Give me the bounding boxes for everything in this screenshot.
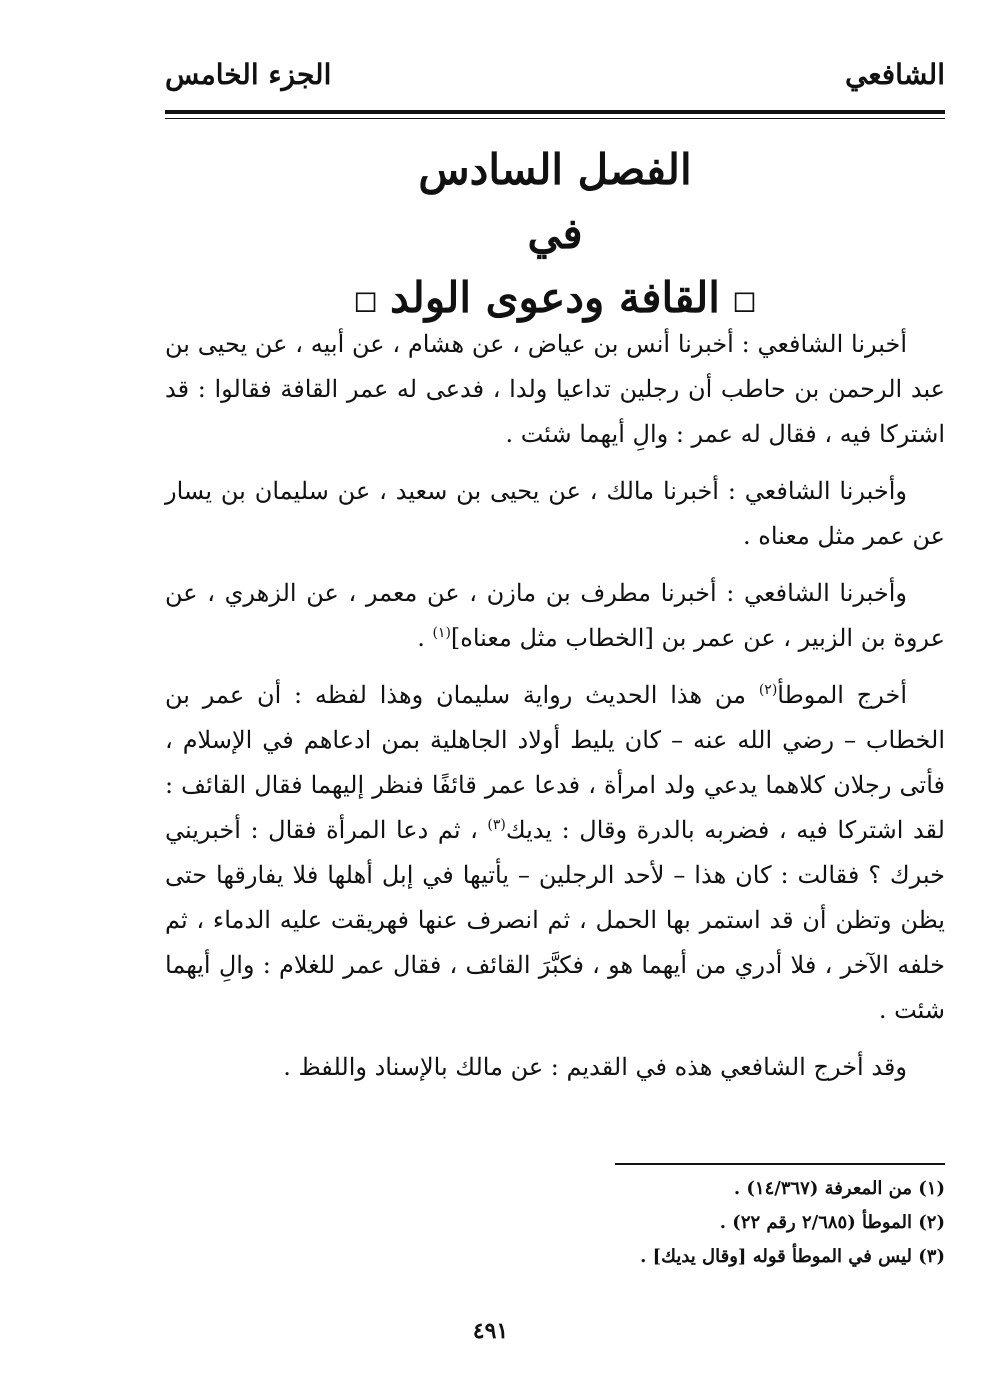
paragraph-text: وأخبرنا الشافعي : أخبرنا مطرف بن مازن ، عن معمر ، عن الزهري ، عن عروة بن الزبير ، عن عمر بن [الخطاب مثل معناه] [165, 579, 945, 652]
footnote: (١) من المعرفة (١٤/٣٦٧) . [733, 1178, 945, 1199]
paragraph [165, 571, 945, 661]
book-title: الشافعي [844, 58, 945, 91]
paragraph-text: من هذا الحديث رواية سليمان وهذا لفظه : أن عمر بن الخطاب – رضي الله عنه – كان يليط أولاد الجاهلية بمن ادعاهم في الإسلام ، فأتى رجلان كلاهما يدعي ولد امرأة ، فدعا عمر قائفًا فنظر إليهما فقال القائف : لقد اشتركا فيه ، فضربه بالدرة وقال : يديك [165, 681, 945, 844]
square-bracket-icon: ◻ [353, 283, 378, 318]
footnotes [165, 1172, 945, 1274]
square-bracket-icon: ◻ [731, 283, 757, 318]
body-text [165, 322, 945, 1102]
paragraph: وقد أخرج الشافعي هذه في القديم : عن مالك بالإسناد واللفظ . [283, 1053, 907, 1081]
chapter-heading: الفصل السادس [418, 145, 692, 194]
header-rule-thin [165, 118, 945, 119]
footnote: (٢) الموطأ (٢/٦٨٥ رقم ٢٢) . [719, 1212, 945, 1233]
paragraph-text: ، ثم دعا المرأة فقال : أخبريني خبرك ؟ فقالت : كان هذا – لأحد الرجلين – يأتيها في إبل أهلها فلا يفارقها حتى يظن وتظن أن قد استمر بها الحمل ، ثم انصرف عنها فهريقت عليه الدماء ، ثم خلفه الآخر ، فلا أدري من أيهما هو ، فكبَّرَ القائف ، فقال عمر للغلام : والِ أيهما شئت . [165, 816, 945, 1024]
header-rule-thick [165, 110, 945, 114]
footnote-ref: (٣) [487, 817, 506, 833]
paragraph: وأخبرنا الشافعي : أخبرنا مالك ، عن يحيى بن سعيد ، عن سليمان بن يسار عن عمر مثل معناه . [165, 477, 945, 550]
paragraph [165, 673, 945, 1033]
paragraph-text: أخرج الموطأ [777, 681, 907, 709]
volume-title: الجزء الخامس [165, 58, 332, 91]
footnote-ref: (٢) [758, 682, 778, 698]
footnote-ref: (١) [432, 625, 451, 641]
page-number: ٤٩١ [472, 1318, 509, 1344]
chapter-preposition: في [527, 209, 583, 258]
chapter-title [165, 138, 945, 333]
footnote-rule [615, 1163, 945, 1165]
paragraph-text: . [417, 624, 433, 652]
paragraph: أخبرنا الشافعي : أخبرنا أنس بن عياض ، عن هشام ، عن أبيه ، عن يحيى بن عبد الرحمن بن حاطب أن رجلين تداعيا ولدا ، فدعى له عمر القافة فقالوا : قد اشتركا فيه ، فقال له عمر : والِ أيهما شئت . [165, 330, 945, 448]
chapter-subject-text: القافة ودعوى الولد [390, 273, 720, 322]
running-header [165, 58, 945, 106]
footnote: (٣) ليس في الموطأ قوله [وقال يديك] . [640, 1246, 945, 1267]
